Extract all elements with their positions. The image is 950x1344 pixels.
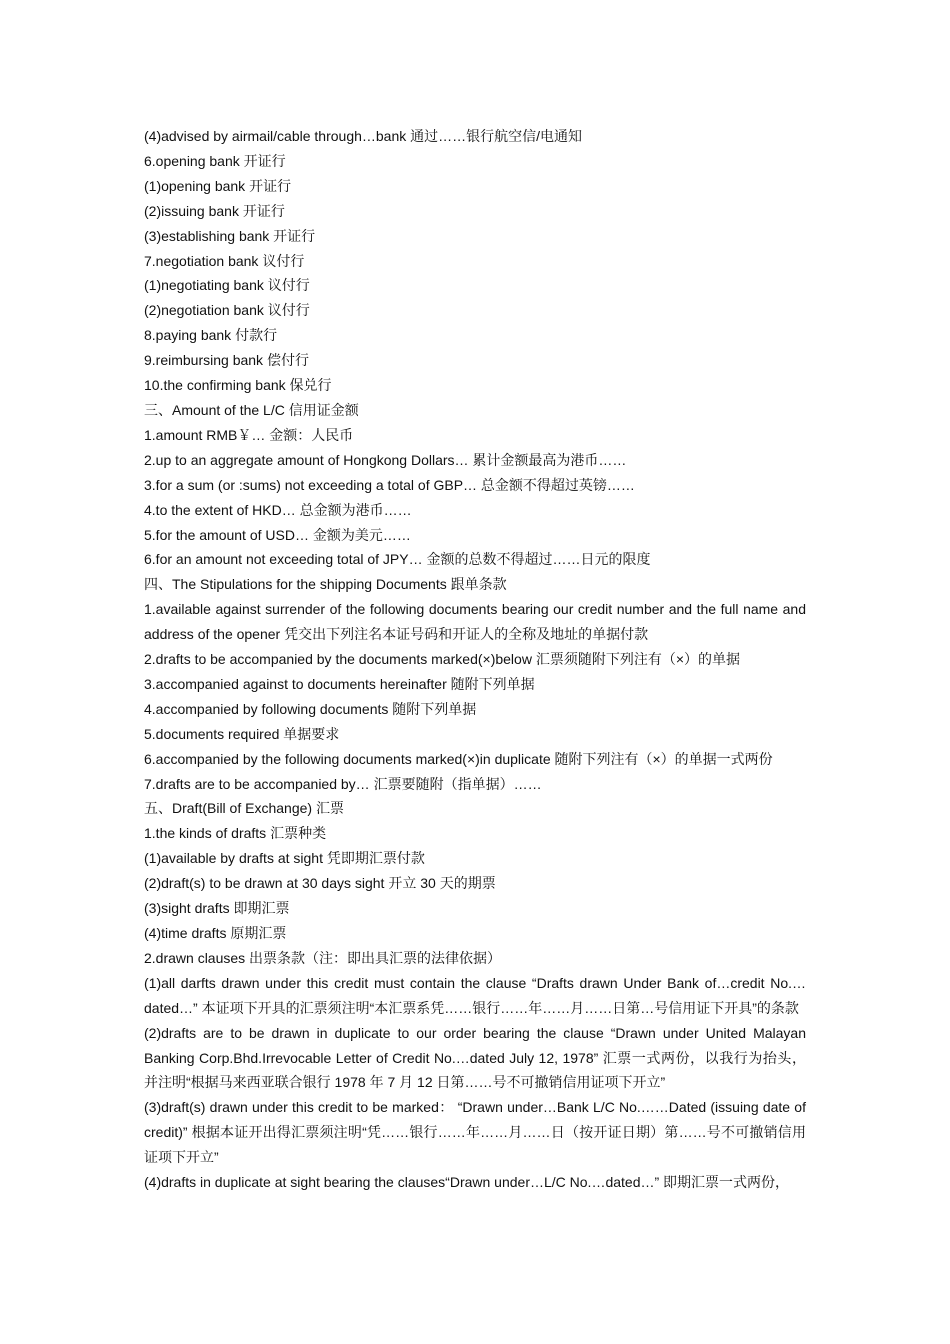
text-line: (2)issuing bank 开证行	[144, 202, 285, 219]
paragraph: (3)draft(s) drawn under this credit to be marked： “Drawn under…Bank L/C No.……Dated (issuing date of credit)” 根据本证开出得汇票须注明“凭……银行……年……月……日（按开证日期）第……号不可撤销信用证项下开立”	[144, 1099, 806, 1166]
text-line: 1.the kinds of drafts 汇票种类	[144, 825, 327, 842]
text-line: (4)time drafts 原期汇票	[144, 925, 287, 941]
text-line: 10.the confirming bank 保兑行	[144, 377, 332, 394]
text-line: (4)advised by airmail/cable through…bank 通过……银行航空信/电通知	[144, 128, 583, 144]
section-heading: 四、The Stipulations for the shipping Documents 跟单条款	[144, 576, 507, 593]
text-line: 6.opening bank 开证行	[144, 152, 286, 169]
paragraph: (4)drafts in duplicate at sight bearing the clauses“Drawn under…L/C No.…dated…” 即期汇票一式两份，	[144, 1174, 790, 1191]
paragraph: 1.available against surrender of the following documents bearing our credit number and the full name and address of the opener 凭交出下列注名本证号码和开证人的全称及地址的单据付款	[144, 601, 806, 643]
text-line: 6.accompanied by the following documents marked(×)in duplicate 随附下列注有（×）的单据一式两份	[144, 750, 773, 767]
text-line: 2.drawn clauses 出票条款（注：即出具汇票的法律依据）	[144, 949, 502, 966]
paragraph: (1)all darfts drawn under this credit must contain the clause “Drafts drawn Under Bank of…credit No.…dated…” 本证项下开具的汇票须注明“本汇票系凭……银行……年……月……日第…号信用证下开具”的条款	[144, 974, 806, 1016]
text-line: (2)draft(s) to be drawn at 30 days sight 开立 30 天的期票	[144, 875, 496, 892]
section-heading: 三、Amount of the L/C 信用证金额	[144, 401, 359, 418]
paragraph: (2)drafts are to be drawn in duplicate to our order bearing the clause “Drawn under United Malayan Banking Corp.Bhd.Irrevocable Letter of Credit No.…dated July 12, 1978” 汇票一式两份，以我行为抬头，并注明“根据马来西亚联合银行 1978 年 7 月 12 日第……号不可撤销信用证项下开立”	[144, 1024, 806, 1091]
text-line: (1)available by drafts at sight 凭即期汇票付款	[144, 850, 425, 867]
text-line: (3)establishing bank 开证行	[144, 227, 316, 244]
text-line: 5.for the amount of USD… 金额为美元……	[144, 526, 411, 543]
text-line: 9.reimbursing bank 偿付行	[144, 352, 309, 369]
text-line: 3.accompanied against to documents hereinafter 随附下列单据	[144, 675, 535, 692]
text-line: 7.drafts are to be accompanied by… 汇票要随附（指单据）……	[144, 775, 542, 792]
text-line: 6.for an amount not exceeding total of JPY… 金额的总数不得超过……日元的限度	[144, 551, 651, 568]
text-line: 2.drafts to be accompanied by the documents marked(×)below 汇票须随附下列注有（×）的单据	[144, 651, 740, 668]
text-line: 4.accompanied by following documents 随附下列单据	[144, 700, 477, 717]
text-line: 7.negotiation bank 议付行	[144, 252, 305, 269]
text-line: 2.up to an aggregate amount of Hongkong Dollars… 累计金额最高为港币……	[144, 451, 627, 468]
document-page	[144, 124, 806, 1195]
text-line: 8.paying bank 付款行	[144, 327, 278, 344]
section-heading: 五、Draft(Bill of Exchange) 汇票	[144, 800, 344, 817]
text-line: 4.to the extent of HKD… 总金额为港币……	[144, 501, 412, 518]
text-line: (1)opening bank 开证行	[144, 177, 292, 194]
text-line: 5.documents required 单据要求	[144, 725, 340, 742]
text-line: 3.for a sum (or :sums) not exceeding a total of GBP… 总金额不得超过英镑……	[144, 476, 635, 493]
text-line: (1)negotiating bank 议付行	[144, 277, 310, 294]
text-line: (2)negotiation bank 议付行	[144, 302, 310, 319]
text-line: 1.amount RMB￥… 金额：人民币	[144, 426, 354, 443]
text-line: (3)sight drafts 即期汇票	[144, 900, 290, 917]
